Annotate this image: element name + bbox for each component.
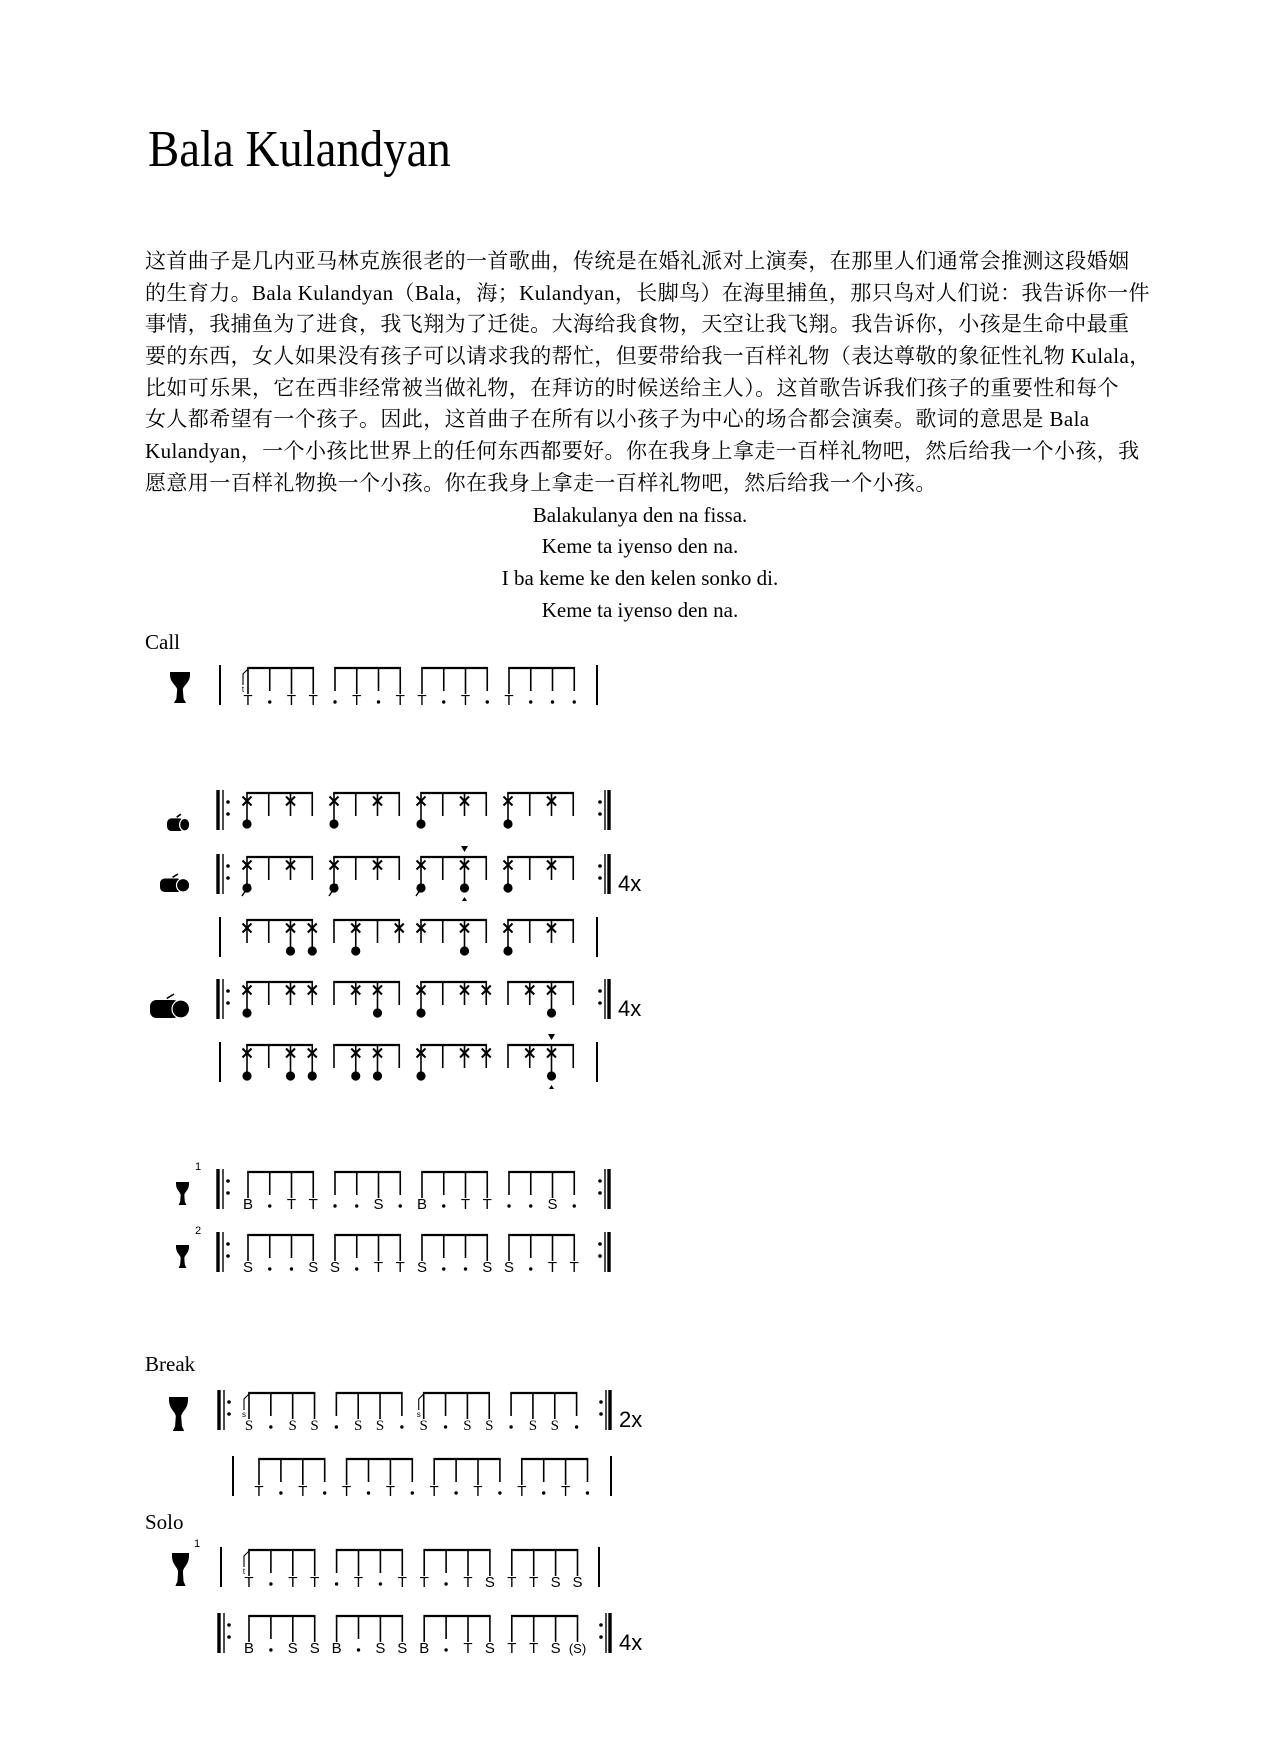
stroke-s: S [547, 1196, 558, 1213]
rest-dot [335, 1582, 338, 1585]
repeat-start-sign [218, 1232, 230, 1272]
description-line: 要的东西，女人如果没有孩子可以请求我的帮忙，但要带给我一百样礼物（表达尊敬的象征性礼物 Kulala， [145, 344, 1151, 369]
repeat-end-sign [598, 979, 609, 1019]
stroke-b: B [243, 1640, 255, 1657]
rest-dot [367, 1491, 370, 1494]
stroke-t: T [460, 1196, 471, 1213]
repeat-dot [226, 800, 230, 804]
djembe-icon [176, 1182, 189, 1205]
djembe-icon [172, 1553, 189, 1586]
accent-above-icon [461, 846, 468, 852]
stroke-t: T [463, 1574, 473, 1591]
rest-dot [586, 1491, 589, 1494]
accent-below-icon [549, 1085, 554, 1089]
open-drum-hit [460, 883, 469, 892]
stroke-s: S [503, 1259, 515, 1276]
lyric-line: Keme ta iyenso den na. [541, 597, 739, 622]
rest-dot [464, 1267, 467, 1270]
stroke-s: S [329, 1259, 341, 1276]
repeat-dot [598, 864, 602, 868]
ghost-stroke: (S) [568, 1641, 587, 1656]
repeat-start-sign [218, 979, 230, 1019]
djembe-shape [170, 672, 190, 703]
dunun-head [177, 879, 190, 893]
repeat-dot [226, 1001, 230, 1005]
flam-grace-note [243, 1551, 249, 1576]
djembe-2-accompaniment-staff [0, 1215, 1272, 1285]
stroke-s: S [310, 1418, 319, 1434]
repeat-dot [598, 800, 602, 804]
open-drum-hit [242, 1071, 251, 1080]
stroke-t: T [561, 1483, 571, 1500]
rest-dot [542, 1491, 545, 1494]
flam-grace-note [242, 1394, 249, 1419]
dundunba-staff-2 [0, 1025, 1272, 1095]
player-number: 2 [195, 1225, 202, 1237]
stroke-t: T [342, 1483, 352, 1500]
stroke-t: T [463, 1640, 473, 1657]
lyric-line: I ba keme ke den kelen sonko di. [501, 565, 779, 590]
rest-dot [269, 1648, 272, 1651]
rest-dot [335, 1425, 338, 1428]
stroke-s: S [397, 1640, 408, 1657]
rest-dot [486, 700, 489, 703]
open-drum-hit [503, 819, 512, 828]
stroke-t: T [353, 1574, 364, 1591]
rest-dot [507, 1204, 510, 1207]
rest-dot [444, 1425, 447, 1428]
repeat-end-sign [598, 790, 609, 830]
section-label-solo: Solo [145, 1510, 184, 1534]
stroke-t: T [308, 1196, 318, 1213]
repeat-start-sign [218, 790, 230, 830]
djembe-shape [176, 1182, 189, 1205]
rest-dot [444, 1648, 447, 1651]
rest-dot [399, 1204, 402, 1207]
rest-dot [279, 1491, 282, 1494]
stroke-t: T [308, 692, 318, 709]
open-drum-hit [242, 819, 251, 828]
repeat-dot [598, 1179, 602, 1183]
rest-dot [355, 1204, 358, 1207]
stroke-s: S [375, 1418, 385, 1434]
open-drum-hit [373, 1008, 382, 1017]
dunun-head [180, 818, 190, 831]
stroke-t: T [529, 1640, 539, 1657]
flam-grace-note [417, 1394, 424, 1419]
repeat-start-sign [218, 1169, 230, 1209]
repeat-dot [227, 1635, 231, 1639]
repeat-end-sign [599, 1390, 610, 1430]
repeat-dot [226, 864, 230, 868]
rest-dot [269, 1582, 272, 1585]
open-drum-hit [503, 883, 512, 892]
stroke-t: T [288, 1574, 298, 1591]
description-line: 愿意用一百样礼物换一个小孩。你在我身上拿走一百样礼物吧，然后给我一个小孩。 [145, 470, 937, 495]
repeat-end-sign [598, 1232, 609, 1272]
stroke-s: S [242, 1259, 254, 1276]
repeat-dot [227, 1623, 231, 1627]
djembe-icon [170, 672, 190, 703]
description-line: 的生育力。Bala Kulandyan（Bala，海；Kulandyan，长脚鸟）在海里捕鱼，那只鸟对人们说：我告诉你一件 [145, 280, 1150, 305]
dundunba-icon [150, 994, 190, 1018]
repeat-count: 4x [618, 871, 642, 896]
stroke-s: S [287, 1640, 298, 1657]
stroke-s: S [572, 1574, 583, 1591]
stroke-t: T [429, 1483, 439, 1500]
stroke-t: T [482, 1196, 492, 1213]
stroke-b: B [416, 1196, 428, 1213]
player-number: 1 [195, 1161, 202, 1173]
description-line: 这首曲子是几内亚马林克族很老的一首歌曲，传统是在婚礼派对上演奏，在那里人们通常会推测这段婚姻 [145, 249, 1130, 273]
djembe-1-accompaniment-staff [0, 1152, 1272, 1222]
repeat-dot [226, 1254, 230, 1258]
stroke-t: T [507, 1574, 517, 1591]
description-line: 事情，我捕鱼为了进食，我飞翔为了迁徙。大海给我食物，天空让我飞翔。我告诉你，小孩是生命中最重 [145, 312, 1130, 337]
rest-dot [269, 1425, 272, 1428]
stroke-s: S [354, 1418, 363, 1434]
repeat-dot [598, 812, 602, 816]
repeat-dot [226, 1179, 230, 1183]
rest-dot [442, 1204, 445, 1207]
stroke-t: T [419, 1574, 429, 1591]
rest-dot [268, 1267, 271, 1270]
rest-dot [290, 1267, 293, 1270]
grace-letter: s [242, 1410, 246, 1419]
stroke-t: T [507, 1640, 517, 1657]
rest-dot [442, 1267, 445, 1270]
djembe-shape [169, 1397, 188, 1431]
repeat-count: 4x [619, 1630, 643, 1655]
stroke-t: T [298, 1483, 308, 1500]
stroke-t: T [517, 1483, 527, 1500]
open-drum-hit [242, 1008, 251, 1017]
djembe-icon [176, 1245, 189, 1268]
stroke-t: T [504, 692, 514, 709]
rest-dot [498, 1491, 501, 1494]
stroke-t: T [310, 1574, 320, 1591]
open-drum-hit [373, 1071, 382, 1080]
rest-dot [575, 1425, 578, 1428]
song-description [145, 246, 1151, 626]
kenkeni-staff [0, 773, 1272, 843]
repeat-dot [227, 1400, 231, 1404]
rest-dot [323, 1491, 326, 1494]
section-label-break: Break [145, 1352, 196, 1376]
open-drum-hit [351, 946, 360, 955]
description-line: 比如可乐果，它在西非经常被当做礼物，在拜访的时候送给主人）。这首歌告诉我们孩子的重要性和每个 [145, 375, 1119, 400]
description-line: 女人都希望有一个孩子。因此，这首曲子在所有以小孩子为中心的场合都会演奏。歌词的意思是 Bala [145, 407, 1090, 432]
djembe-shape [172, 1553, 189, 1586]
rest-dot [442, 700, 445, 703]
dunun-head [172, 1000, 190, 1018]
open-drum-hit [416, 1071, 425, 1080]
rest-dot [529, 700, 532, 703]
dundunba-staff-1 [0, 962, 1272, 1032]
grace-letter: t [241, 685, 245, 694]
open-drum-hit [286, 946, 295, 955]
sangban-staff-1 [0, 837, 1272, 907]
player-number: 1 [194, 1538, 201, 1550]
repeat-start-sign [218, 854, 230, 894]
stroke-s: S [416, 1259, 428, 1276]
open-drum-hit [503, 946, 512, 955]
open-drum-hit [308, 1071, 317, 1080]
repeat-end-sign [598, 854, 609, 894]
stroke-s: S [550, 1574, 561, 1591]
rest-dot [333, 700, 336, 703]
stroke-t: T [286, 692, 297, 709]
repeat-dot [226, 812, 230, 816]
stroke-t: T [460, 692, 471, 709]
stroke-s: S [375, 1640, 386, 1657]
rest-dot [355, 1267, 358, 1270]
section-label-call: Call [145, 630, 180, 654]
stroke-s: S [550, 1640, 561, 1657]
break-staff-1 [0, 1373, 1272, 1443]
break-staff-2 [0, 1439, 1272, 1509]
open-drum-hit [329, 819, 338, 828]
open-drum-hit [351, 1071, 360, 1080]
stroke-s: S [244, 1418, 254, 1434]
grace-letter: s [416, 1410, 421, 1419]
repeat-dot [226, 1242, 230, 1246]
rest-dot [377, 700, 380, 703]
dunun-stick [173, 874, 178, 877]
stroke-s: S [308, 1259, 319, 1276]
stroke-t: T [569, 1259, 579, 1276]
rest-dot [411, 1491, 414, 1494]
stroke-t: T [244, 1574, 254, 1591]
stroke-s: S [288, 1418, 297, 1434]
rest-dot [268, 1204, 271, 1207]
stroke-t: T [352, 692, 362, 709]
stroke-s: S [309, 1640, 320, 1657]
stroke-s: S [550, 1418, 559, 1434]
stroke-s: S [484, 1640, 495, 1657]
song-title: Bala Kulandyan [148, 121, 451, 178]
rest-dot [379, 1582, 382, 1585]
repeat-dot [598, 1242, 602, 1246]
rest-dot [268, 700, 271, 703]
djembe-icon [169, 1397, 188, 1431]
repeat-count: 2x [619, 1407, 643, 1432]
repeat-start-sign [219, 1613, 231, 1653]
call-djembe-staff [0, 648, 1272, 718]
stroke-s: S [485, 1418, 494, 1434]
stroke-t: T [397, 1574, 407, 1591]
rest-dot [509, 1425, 512, 1428]
dunun-stick [167, 994, 174, 998]
rest-dot [573, 700, 576, 703]
stroke-s: S [482, 1259, 493, 1276]
rest-dot [357, 1648, 360, 1651]
rest-dot [333, 1204, 336, 1207]
rest-dot [551, 700, 554, 703]
open-drum-hit [308, 946, 317, 955]
stroke-t: T [547, 1259, 558, 1276]
solo-staff-1 [0, 1530, 1272, 1600]
repeat-start-sign [219, 1390, 231, 1430]
repeat-dot [226, 989, 230, 993]
stroke-b: B [419, 1640, 430, 1657]
repeat-count: 4x [618, 996, 642, 1021]
stroke-s: S [419, 1418, 428, 1434]
repeat-dot [598, 1254, 602, 1258]
repeat-dot [227, 1412, 231, 1416]
stroke-t: T [286, 1196, 297, 1213]
open-drum-hit [547, 1071, 556, 1080]
repeat-dot [226, 876, 230, 880]
rest-dot [444, 1582, 447, 1585]
stroke-s: S [484, 1574, 495, 1591]
stroke-t: T [373, 1259, 384, 1276]
rest-dot [454, 1491, 457, 1494]
open-drum-hit [460, 946, 469, 955]
stroke-b: B [331, 1640, 342, 1657]
repeat-dot [598, 1001, 602, 1005]
open-drum-hit [416, 1008, 425, 1017]
grace-letter: t [242, 1567, 246, 1576]
stroke-t: T [417, 692, 427, 709]
rest-dot [529, 1204, 532, 1207]
repeat-end-sign [599, 1613, 610, 1653]
repeat-dot [599, 1635, 603, 1639]
repeat-dot [598, 876, 602, 880]
stroke-t: T [529, 1574, 539, 1591]
repeat-dot [598, 1191, 602, 1195]
open-drum-hit [286, 1071, 295, 1080]
sangban-staff-2 [0, 900, 1272, 970]
repeat-end-sign [598, 1169, 609, 1209]
repeat-dot [599, 1412, 603, 1416]
description-line: Kulandyan，一个小孩比世界上的任何东西都要好。你在我身上拿走一百样礼物吧，然后给我一个小孩，我 [145, 439, 1140, 464]
stroke-t: T [243, 692, 253, 709]
stroke-t: T [385, 1483, 395, 1500]
stroke-t: T [395, 1259, 405, 1276]
flam-grace-note [242, 669, 248, 694]
kenkeni-icon [167, 814, 190, 831]
repeat-dot [598, 989, 602, 993]
rest-dot [529, 1267, 532, 1270]
open-drum-hit [416, 819, 425, 828]
lyric-line: Balakulanya den na fissa. [532, 502, 748, 527]
sangban-icon [160, 874, 190, 892]
stroke-t: T [254, 1483, 264, 1500]
stroke-s: S [373, 1196, 384, 1213]
solo-staff-2 [0, 1596, 1272, 1666]
accent-above-icon [548, 1034, 555, 1040]
repeat-dot [599, 1400, 603, 1404]
stroke-s: S [463, 1418, 472, 1434]
stroke-s: S [528, 1418, 538, 1434]
stroke-t: T [395, 692, 405, 709]
stroke-b: B [242, 1196, 254, 1213]
repeat-dot [226, 1191, 230, 1195]
lyric-line: Keme ta iyenso den na. [541, 534, 739, 559]
dunun-stick [177, 814, 181, 817]
repeat-dot [599, 1623, 603, 1627]
rest-dot [400, 1425, 403, 1428]
stroke-t: T [473, 1483, 483, 1500]
djembe-shape [176, 1245, 189, 1268]
rest-dot [573, 1204, 576, 1207]
open-drum-hit [547, 1008, 556, 1017]
